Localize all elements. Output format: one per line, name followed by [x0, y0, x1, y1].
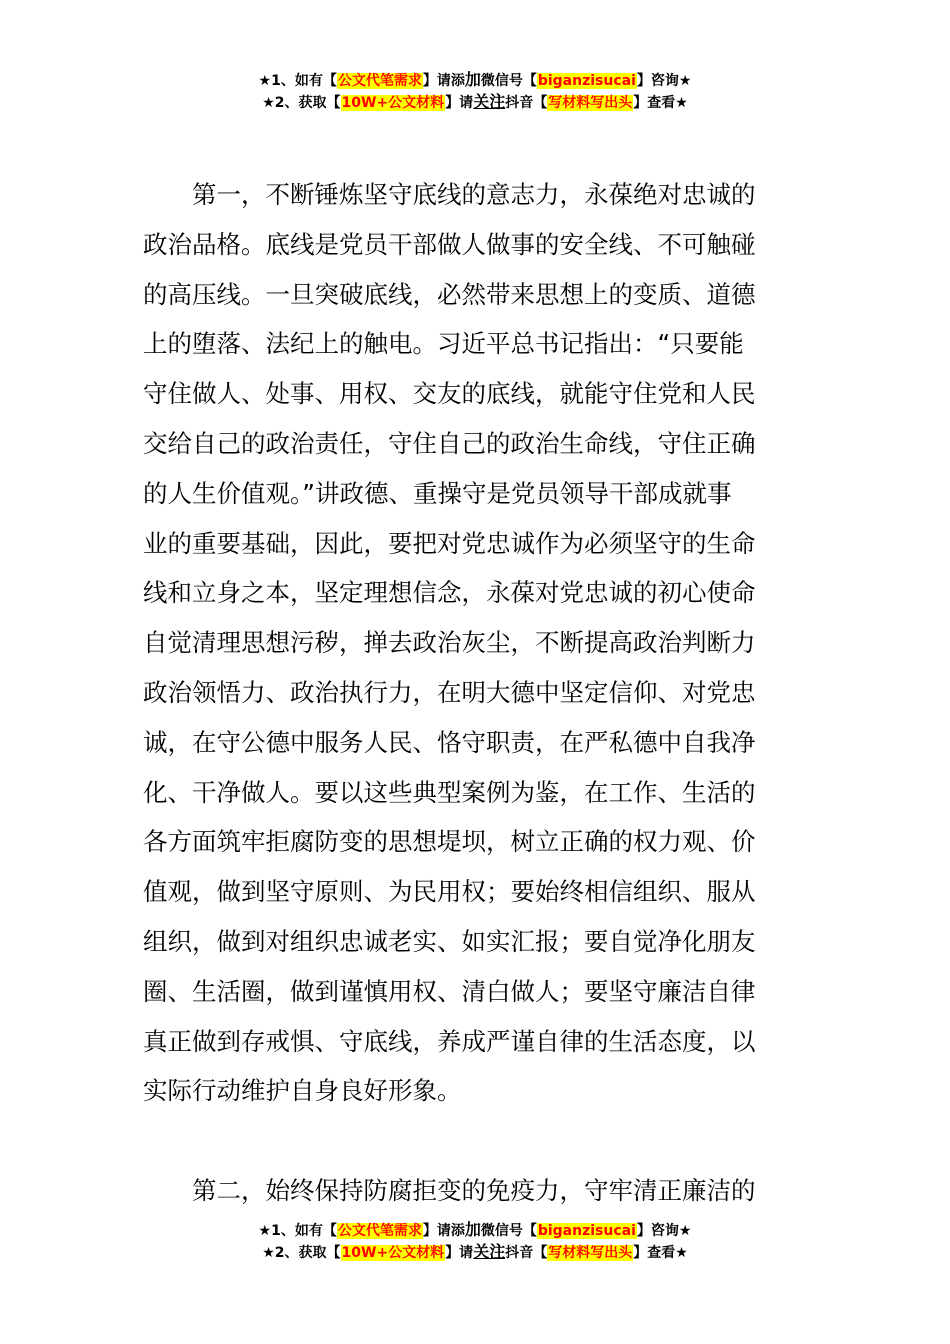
- text-line: 自觉清理思想污秽，掸去政治灰尘，不断提高政治判断力: [143, 628, 756, 658]
- banner-text: 关注: [473, 1242, 506, 1261]
- banner-text: 】请: [445, 1245, 474, 1261]
- star-icon: ★: [675, 95, 688, 111]
- text-line: 的高压线。一旦突破底线，必然带来思想上的变质、道德: [143, 279, 756, 309]
- banner-text: 】请添: [422, 73, 465, 89]
- text-line: 线和立身之本，坚定理想信念，永葆对党忠诚的初心使命: [143, 578, 756, 608]
- banner-text: 加: [464, 1220, 481, 1239]
- banner-text: 】查看: [633, 95, 676, 111]
- highlight-materials: 10W+公文材料: [341, 1245, 445, 1261]
- text-line: 第二，始终保持防腐拒变的免疫力，守牢清正廉洁的: [143, 1176, 756, 1205]
- highlight-wechat-id: biganzisucai: [537, 1223, 636, 1239]
- star-icon: ★: [258, 1223, 272, 1239]
- highlight-materials: 10W+公文材料: [341, 95, 445, 111]
- highlight-douyin-account: 写材料写出头: [548, 1245, 633, 1261]
- paragraph-2: [143, 1166, 807, 1216]
- banner-line-2: [0, 91, 950, 113]
- text-line: 交给自己的政治责任，守住自己的政治生命线，守住正确: [143, 428, 756, 458]
- banner-line-1: [0, 1219, 950, 1241]
- highlight-douyin-account: 写材料写出头: [548, 95, 633, 111]
- text-line: 政治品格。底线是党员干部做人做事的安全线、不可触碰: [143, 229, 756, 259]
- banner-text: 1、如有【: [271, 73, 337, 89]
- text-line: 实际行动维护自身良好形象。: [143, 1076, 462, 1106]
- text-line: 组织，做到对组织忠诚老实、如实汇报；要自觉净化朋友: [143, 926, 756, 956]
- banner-text: 1、如有【: [271, 1223, 337, 1239]
- highlight-wechat-id: biganzisucai: [537, 73, 636, 89]
- banner-text: 加: [464, 70, 481, 89]
- banner-text: 】请添: [422, 1223, 465, 1239]
- text-line: 圈、生活圈，做到谨慎用权、清白做人；要坚守廉洁自律: [143, 976, 756, 1006]
- banner-text: 】查看: [633, 1245, 676, 1261]
- banner-text: 】请: [445, 95, 474, 111]
- footer-banner: [0, 1219, 950, 1263]
- banner-text: 2、获取【: [274, 1245, 341, 1261]
- banner-text: 抖音【: [505, 1245, 548, 1261]
- text-line: 真正做到存戒惧、守底线，养成严谨自律的生活态度，以: [143, 1026, 756, 1056]
- banner-line-2: [0, 1241, 950, 1263]
- text-line: 上的堕落、法纪上的触电。习近平总书记指出：“只要能: [143, 329, 744, 359]
- text-line: 诚，在守公德中服务人民、恪守职责，在严私德中自我净: [143, 727, 756, 757]
- banner-text: 关注: [473, 92, 506, 111]
- banner-text: 微信号【: [480, 73, 537, 89]
- star-icon: ★: [262, 1245, 275, 1261]
- banner-text: 抖音【: [505, 95, 548, 111]
- text-line: 各方面筑牢拒腐防变的思想堤坝，树立正确的权力观、价: [143, 827, 756, 857]
- highlight-service: 公文代笔需求: [337, 73, 422, 89]
- star-icon: ★: [675, 1245, 688, 1261]
- text-line: 第一，不断锤炼坚守底线的意志力，永葆绝对忠诚的: [143, 180, 756, 209]
- star-icon: ★: [258, 73, 272, 89]
- text-line: 业的重要基础，因此，要把对党忠诚作为必须坚守的生命: [143, 528, 756, 558]
- banner-text: 2、获取【: [274, 95, 341, 111]
- header-banner: [0, 69, 950, 113]
- banner-line-1: [0, 69, 950, 91]
- paragraph-1: [143, 170, 807, 1116]
- text-line: 政治领悟力、政治执行力，在明大德中坚定信仰、对党忠: [143, 677, 756, 707]
- banner-text: 】咨询: [636, 73, 679, 89]
- banner-text: 微信号【: [480, 1223, 537, 1239]
- banner-text: 】咨询: [636, 1223, 679, 1239]
- text-line: 化、干净做人。要以这些典型案例为鉴，在工作、生活的: [143, 777, 756, 807]
- star-icon: ★: [678, 1223, 692, 1239]
- text-line: 守住做人、处事、用权、交友的底线，就能守住党和人民: [143, 379, 756, 409]
- text-line: 值观，做到坚守原则、为民用权；要始终相信组织、服从: [143, 877, 756, 907]
- text-line: 的人生价值观。”讲政德、重操守是党员领导干部成就事: [143, 478, 732, 508]
- star-icon: ★: [678, 73, 692, 89]
- highlight-service: 公文代笔需求: [337, 1223, 422, 1239]
- star-icon: ★: [262, 95, 275, 111]
